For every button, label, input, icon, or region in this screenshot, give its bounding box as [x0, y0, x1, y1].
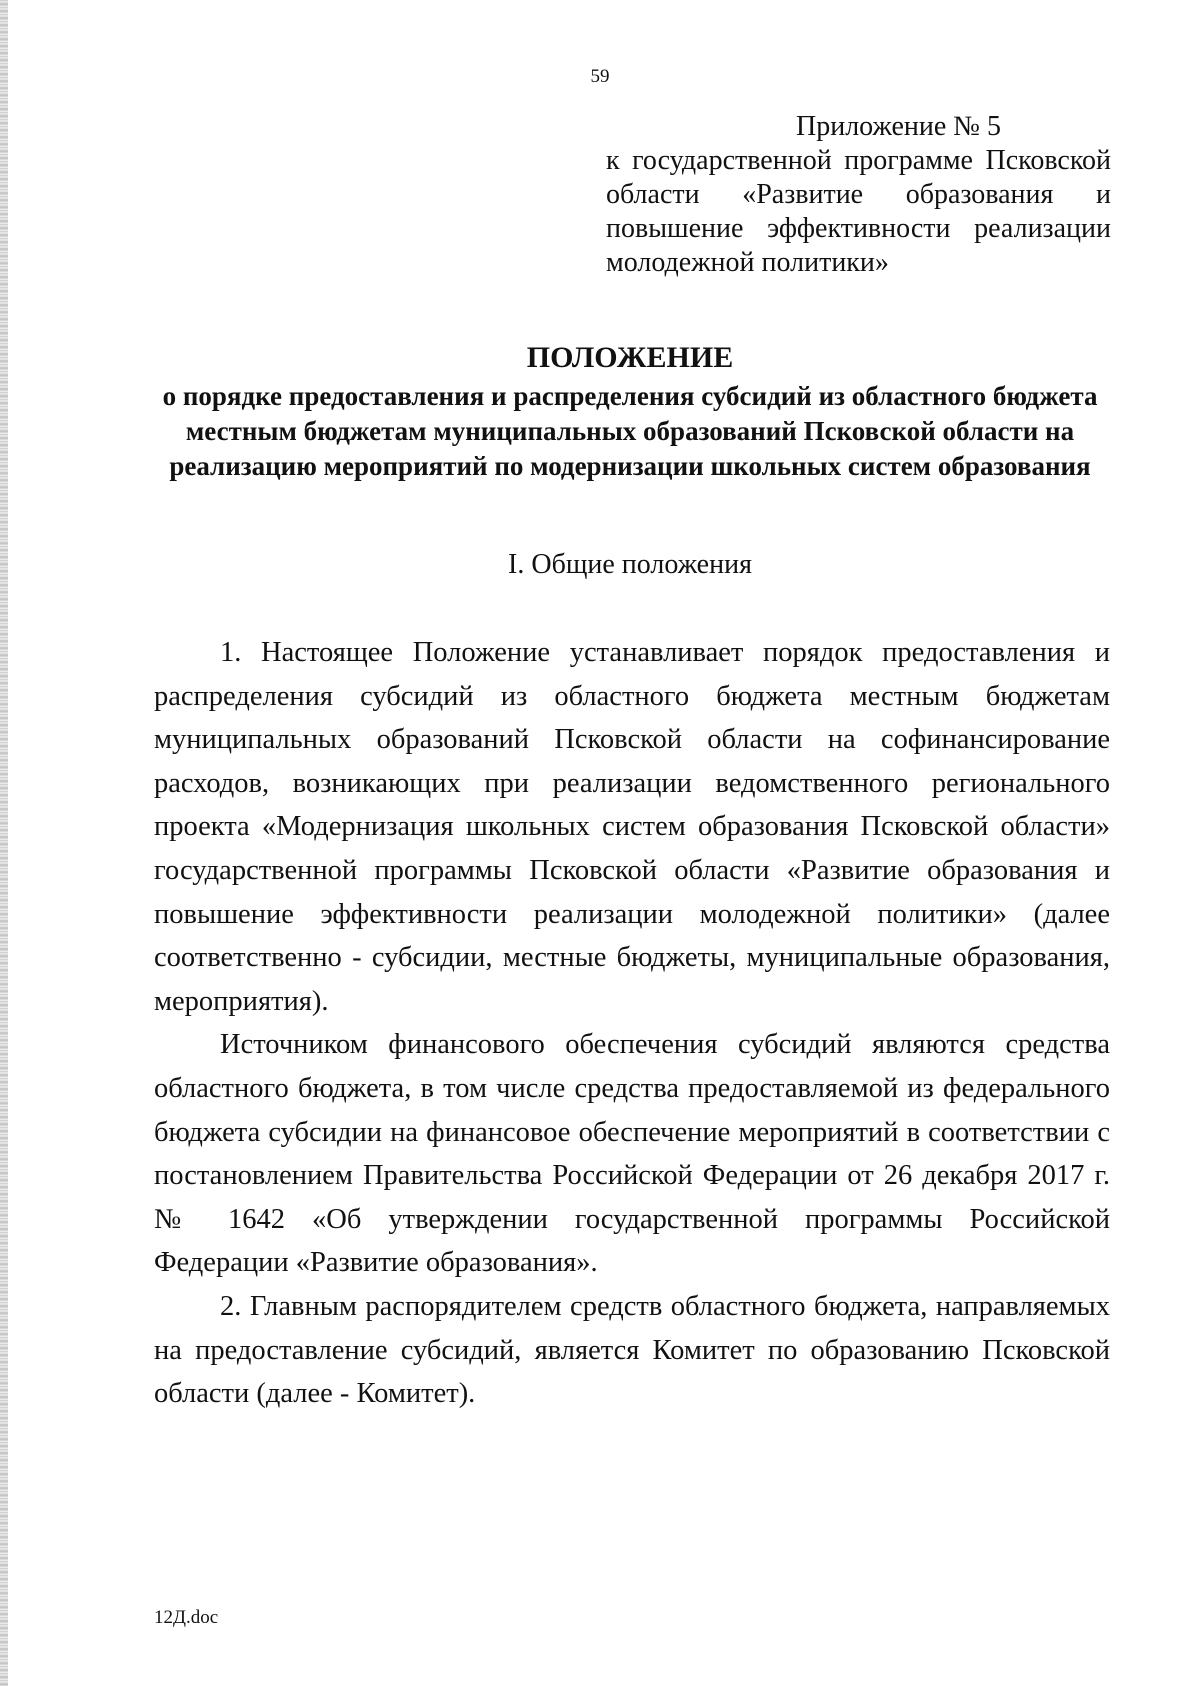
appendix-title: Приложение № 5	[796, 111, 1001, 142]
scan-edge	[0, 0, 8, 1686]
document-title: ПОЛОЖЕНИЕ	[526, 341, 734, 374]
appendix-body: к государственной программе Псковской области «Развитие образования и повышение эффективности реализации молодежной политики»	[606, 145, 1111, 278]
appendix-block	[606, 110, 1111, 280]
paragraph-2: Источником финансового обеспечения субсидий являются средства областного бюджета, в том числе средства предоставляемой из федерального бюджета субсидии на финансовое обеспечение мероприятий в соответствии с постановлением Правительства Российской Федерации от 26 декабря 2017 г. № 1642 «Об утверждении государственной программы Российской Федерации «Развитие образования».	[154, 1029, 1110, 1279]
section-title: I. Общие положения	[508, 549, 752, 580]
footer-filename: 12Д.doc	[154, 1607, 219, 1628]
document-body	[154, 631, 1110, 1416]
paragraph-3: 2. Главным распорядителем средств областного бюджета, направляемых на предоставление субсидий, является Комитет по образованию Псковской области (далее - Комитет).	[154, 1290, 1110, 1410]
document-subtitle: о порядке предоставления и распределения субсидий из областного бюджета местным бюджетам муниципальных образований Псковской области на реализацию мероприятий по модернизации школьных систем образования	[162, 381, 1098, 481]
document-heading	[150, 337, 1110, 484]
paragraph-1: 1. Настоящее Положение устанавливает порядок предоставления и распределения субсидий из областного бюджета местным бюджетам муниципальных образований Псковской области на софинансирование расходов, возникающих при реализации ведомственного регионального проекта «Модернизация школьных систем образования Псковской области» государственной программы Псковской области «Развитие образования и повышение эффективности реализации молодежной политики» (далее соответственно - субсидии, местные бюджеты, муниципальные образования, мероприятия).	[154, 637, 1110, 1017]
page-number: 59	[590, 66, 610, 87]
